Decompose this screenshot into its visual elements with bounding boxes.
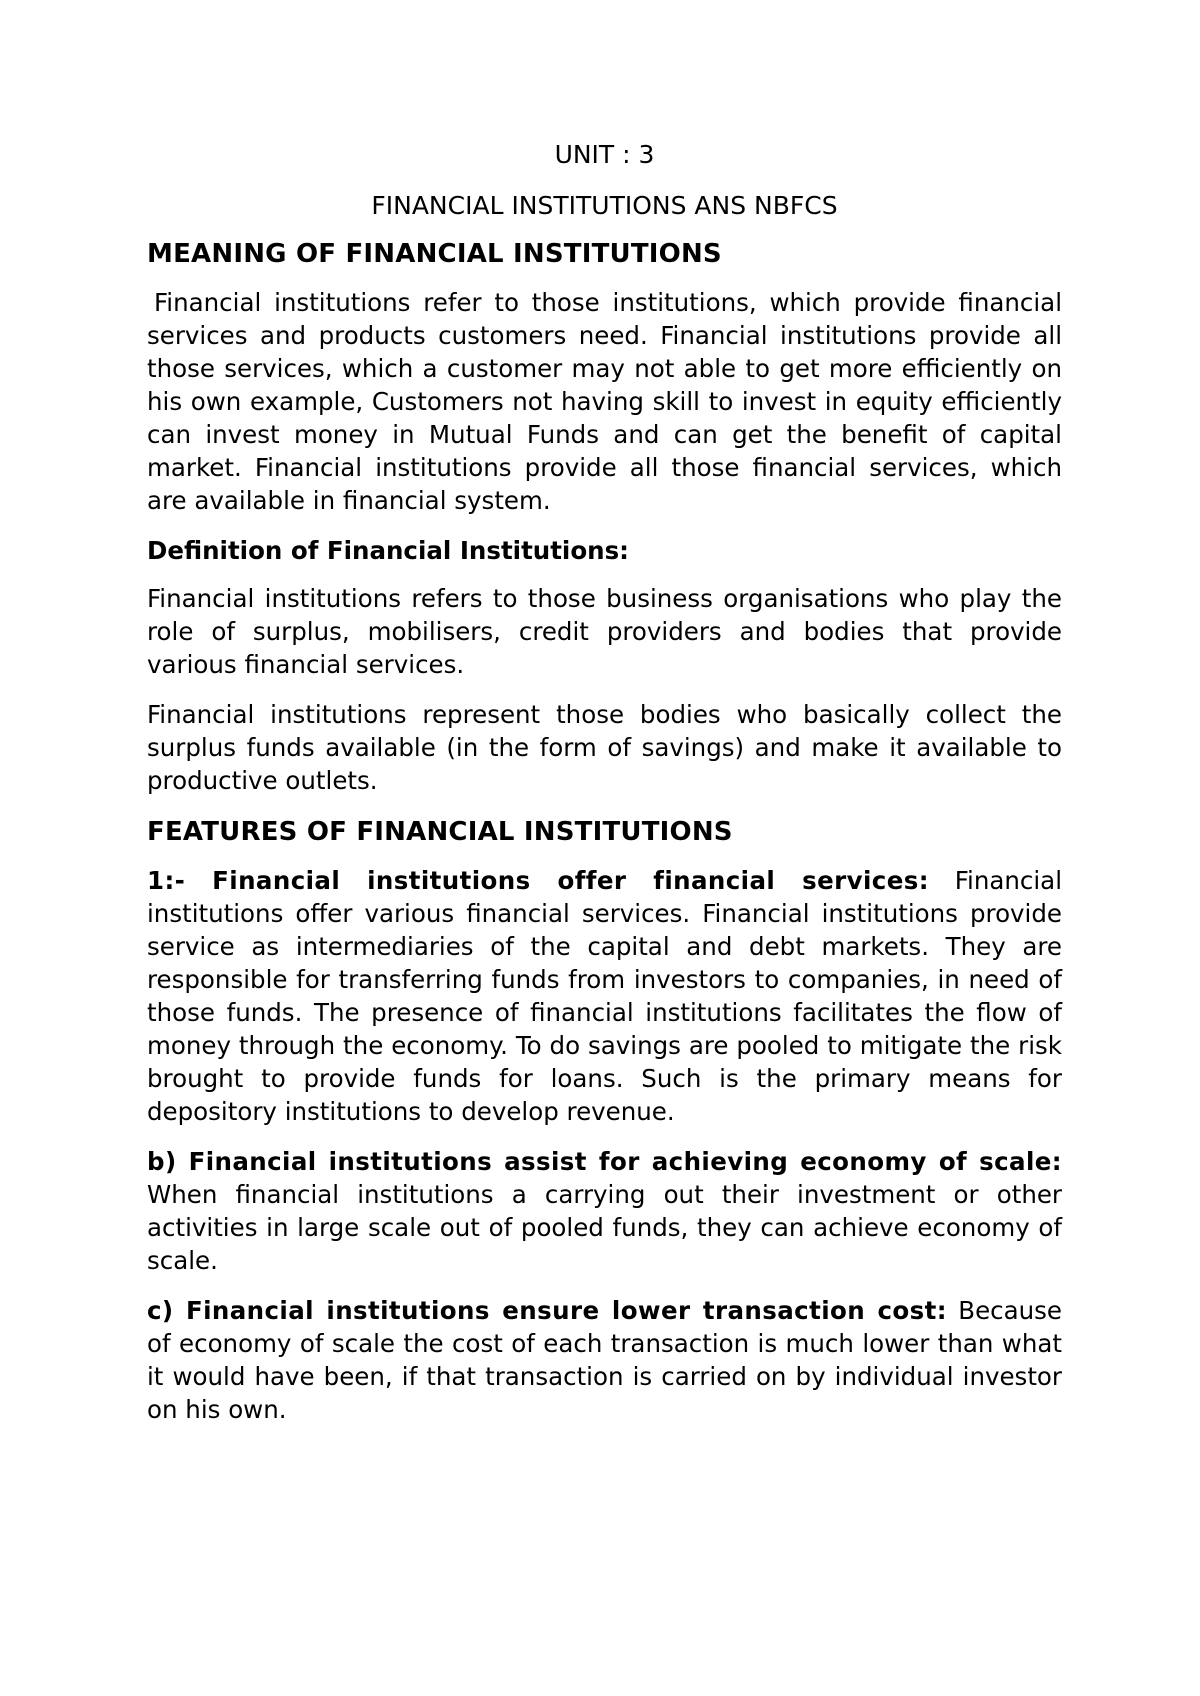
feature-item-1-lead: 1:- Financial institutions offer financial services:	[147, 866, 929, 895]
unit-label: UNIT : 3	[554, 140, 655, 169]
feature-item-3	[147, 1294, 1062, 1426]
definition-heading: Definition of Financial Institutions:	[147, 536, 629, 565]
definition-paragraph-2: Financial institutions represent those bodies who basically collect the surplus funds available (in the form of savings) and make it available to productive outlets.	[147, 700, 1062, 795]
document-page	[147, 138, 1062, 1443]
features-heading: FEATURES OF FINANCIAL INSTITUTIONS	[147, 817, 733, 847]
feature-item-2-lead: b) Financial institutions assist for achieving economy of scale:	[147, 1147, 1062, 1176]
feature-item-1	[147, 864, 1062, 1128]
meaning-heading: MEANING OF FINANCIAL INSTITUTIONS	[147, 239, 722, 269]
document-title: FINANCIAL INSTITUTIONS ANS NBFCS	[371, 191, 838, 220]
feature-item-2	[147, 1145, 1062, 1277]
feature-item-2-text: When financial institutions a carrying out their investment or other activities in large scale out of pooled funds, they can achieve economy of scale.	[147, 1180, 1062, 1275]
feature-item-3-text: Because of economy of scale the cost of each transaction is much lower than what it would have been, if that transaction is carried on by individual investor on his own.	[147, 1296, 1062, 1424]
definition-paragraph-1: Financial institutions refers to those business organisations who play the role of surplus, mobilisers, credit providers and bodies that provide various financial services.	[147, 584, 1062, 679]
feature-item-1-text: Financial institutions offer various financial services. Financial institutions provide service as intermediaries of the capital and debt markets. They are responsible for transferring funds from investors to companies, in need of those funds. The presence of financial institutions facilitates the flow of money through the economy. To do savings are pooled to mitigate the risk brought to provide funds for loans. Such is the primary means for depository institutions to develop revenue.	[147, 866, 1063, 1126]
feature-item-3-lead: c) Financial institutions ensure lower transaction cost:	[147, 1296, 947, 1325]
meaning-paragraph: Financial institutions refer to those institutions, which provide financial services and products customers need. Financial institutions provide all those services, which a customer may not able to get more efficiently on his own example, Customers not having skill to invest in equity efficiently can invest money in Mutual Funds and can get the benefit of capital market. Financial institutions provide all those financial services, which are available in financial system.	[147, 288, 1062, 515]
